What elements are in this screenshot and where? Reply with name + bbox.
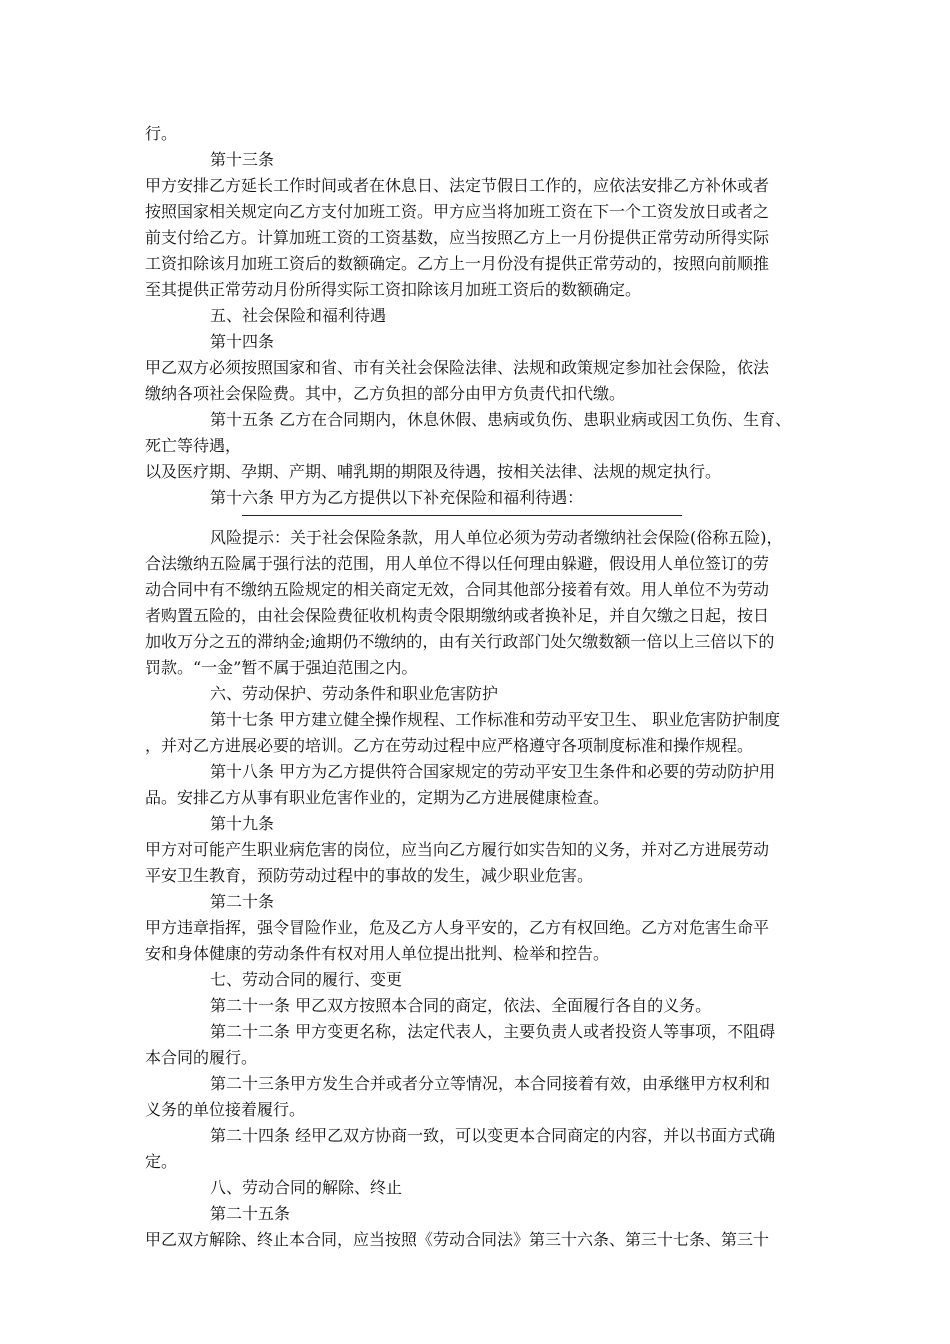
text-line: 合法缴纳五险属于强行法的范围，用人单位不得以任何理由躲避，假设用人单位签订的劳 bbox=[145, 554, 770, 573]
text-line: 甲乙双方解除、终止本合同，应当按照《劳动合同法》第三十六条、第三十七条、第三十 bbox=[145, 1230, 770, 1249]
text-line: 第十八条 甲方为乙方提供符合国家规定的劳动平安卫生条件和必要的劳动防护用 bbox=[210, 762, 776, 781]
text-line: 第二十一条 甲乙双方按照本合同的商定，依法、全面履行各自的义务。 bbox=[210, 996, 712, 1015]
section-heading: 五、社会保险和福利待遇 bbox=[210, 306, 387, 325]
text-line: 第二十二条 甲方变更名称，法定代表人，主要负责人或者投资人等事项，不阻碍 bbox=[210, 1022, 776, 1041]
text-line: 甲方对可能产生职业病危害的岗位，应当向乙方履行如实告知的义务，并对乙方进展劳动 bbox=[145, 840, 770, 859]
article-heading: 第十三条 bbox=[210, 150, 275, 169]
text-line: 缴纳各项社会保险费。其中，乙方负担的部分由甲方负责代扣代缴。 bbox=[145, 384, 626, 403]
article-heading: 第十四条 bbox=[210, 332, 275, 351]
text-line: 甲乙双方必须按照国家和省、市有关社会保险法律、法规和政策规定参加社会保险，依法 bbox=[145, 358, 770, 377]
text-line: 者购置五险的，由社会保险费征收机构责令限期缴纳或者换补足，并自欠缴之日起，按日 bbox=[145, 606, 770, 625]
text-line: 动合同中有不缴纳五险规定的相关商定无效，合同其他部分接着有效。用人单位不为劳动 bbox=[145, 580, 770, 599]
section-heading: 六、劳动保护、劳动条件和职业危害防护 bbox=[210, 684, 499, 703]
text-line: 品。安排乙方从事有职业危害作业的，定期为乙方进展健康检查。 bbox=[145, 788, 610, 807]
text-line: 至其提供正常劳动月份所得实际工资扣除该月加班工资后的数额确定。 bbox=[145, 280, 642, 299]
text-line: 罚款。“一金”暂不属于强迫范围之内。 bbox=[145, 658, 418, 677]
text-line: 以及医疗期、孕期、产期、哺乳期的期限及待遇，按相关法律、法规的规定执行。 bbox=[145, 462, 722, 481]
text-line: 死亡等待遇， bbox=[145, 436, 242, 455]
blank-fill-line bbox=[242, 515, 682, 516]
text-line: 第十六条 甲方为乙方提供以下补充保险和福利待遇： bbox=[210, 488, 584, 507]
text-line: 安和身体健康的劳动条件有权对用人单位提出批判、检举和控告。 bbox=[145, 944, 610, 963]
text-line: 第二十四条 经甲乙双方协商一致，可以变更本合同商定的内容，并以书面方式确 bbox=[210, 1126, 776, 1145]
article-heading: 第十九条 bbox=[210, 814, 275, 833]
article-heading: 第二十五条 bbox=[210, 1204, 291, 1223]
text-line: 行。 bbox=[145, 124, 178, 143]
text-line: 本合同的履行。 bbox=[145, 1048, 258, 1067]
text-line: ，并对乙方进展必要的培训。乙方在劳动过程中应严格遵守各项制度标准和操作规程。 bbox=[145, 736, 754, 755]
section-heading: 七、劳动合同的履行、变更 bbox=[210, 970, 403, 989]
text-line: 义务的单位接着履行。 bbox=[145, 1100, 306, 1119]
text-line: 第二十三条甲方发生合并或者分立等情况，本合同接着有效，由承继甲方权利和 bbox=[210, 1074, 771, 1093]
text-line: 加收万分之五的滞纳金;逾期仍不缴纳的，由有关行政部门处欠缴数额一倍以上三倍以下的 bbox=[145, 632, 775, 651]
text-line: 甲方违章指挥，强令冒险作业，危及乙方人身平安的，乙方有权回绝。乙方对危害生命平 bbox=[145, 918, 770, 937]
text-line: 第十七条 甲方建立健全操作规程、工作标准和劳动平安卫生、 职业危害防护制度 bbox=[210, 710, 781, 729]
article-heading: 第二十条 bbox=[210, 892, 275, 911]
text-line: 定。 bbox=[145, 1152, 178, 1171]
text-line: 平安卫生教育，预防劳动过程中的事故的发生，减少职业危害。 bbox=[145, 866, 594, 885]
risk-notice-line: 风险提示：关于社会保险条款，用人单位必须为劳动者缴纳社会保险(俗称五险)， bbox=[210, 528, 783, 547]
text-line: 前支付给乙方。计算加班工资的工资基数，应当按照乙方上一月份提供正常劳动所得实际 bbox=[145, 228, 770, 247]
text-line: 甲方安排乙方延长工作时间或者在休息日、法定节假日工作的，应依法安排乙方补休或者 bbox=[145, 176, 770, 195]
text-line: 按照国家相关规定向乙方支付加班工资。甲方应当将加班工资在下一个工资发放日或者之 bbox=[145, 202, 770, 221]
text-line: 第十五条 乙方在合同期内，休息休假、患病或负伤、患职业病或因工负伤、生育、 bbox=[210, 410, 792, 429]
section-heading: 八、劳动合同的解除、终止 bbox=[210, 1178, 403, 1197]
text-line: 工资扣除该月加班工资后的数额确定。乙方上一月份没有提供正常劳动的，按照向前顺推 bbox=[145, 254, 770, 273]
